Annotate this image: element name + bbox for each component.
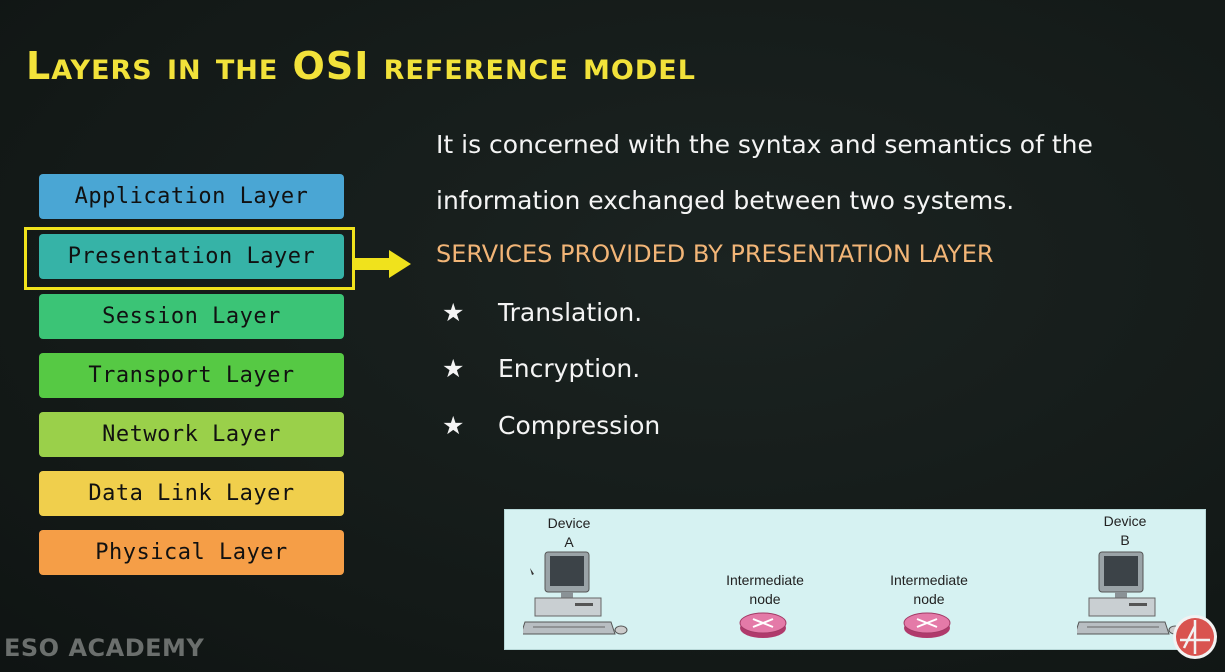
service-label: Encryption. bbox=[498, 354, 641, 383]
slide-title: Layers in the OSI reference model bbox=[26, 44, 696, 88]
star-icon: ★ bbox=[442, 298, 465, 327]
academy-logo-icon bbox=[1172, 614, 1218, 660]
description-line-1: It is concerned with the syntax and semantics of the bbox=[436, 130, 1093, 159]
watermark: ESO ACADEMY bbox=[4, 634, 205, 662]
star-icon: ★ bbox=[442, 411, 465, 440]
node-1-label: Intermediate node bbox=[726, 572, 804, 607]
router-2-icon bbox=[902, 610, 952, 640]
service-item-encryption bbox=[442, 354, 640, 383]
service-item-translation bbox=[442, 298, 642, 327]
service-label: Compression bbox=[498, 411, 661, 440]
device-a-label: Device A bbox=[547, 515, 591, 550]
layer-network: Network Layer bbox=[39, 412, 344, 457]
network-diagram bbox=[504, 509, 1206, 650]
router-1-icon bbox=[738, 610, 788, 640]
device-b-label: Device B bbox=[1103, 513, 1147, 548]
services-heading: SERVICES PROVIDED BY PRESENTATION LAYER bbox=[436, 240, 994, 268]
presentation-highlight-box bbox=[24, 227, 355, 290]
star-icon: ★ bbox=[442, 354, 465, 383]
layer-transport: Transport Layer bbox=[39, 353, 344, 398]
computer-a-icon bbox=[523, 550, 633, 650]
layer-application: Application Layer bbox=[39, 174, 344, 219]
layer-session: Session Layer bbox=[39, 294, 344, 339]
service-item-compression bbox=[442, 411, 660, 440]
layer-data-link: Data Link Layer bbox=[39, 471, 344, 516]
service-label: Translation. bbox=[498, 298, 643, 327]
layer-physical: Physical Layer bbox=[39, 530, 344, 575]
computer-b-icon bbox=[1077, 550, 1187, 650]
node-2-label: Intermediate node bbox=[890, 572, 968, 607]
layer-presentation: Presentation Layer bbox=[39, 234, 344, 279]
arrow-right-icon bbox=[355, 248, 413, 280]
description-line-2: information exchanged between two systems. bbox=[436, 186, 1015, 215]
